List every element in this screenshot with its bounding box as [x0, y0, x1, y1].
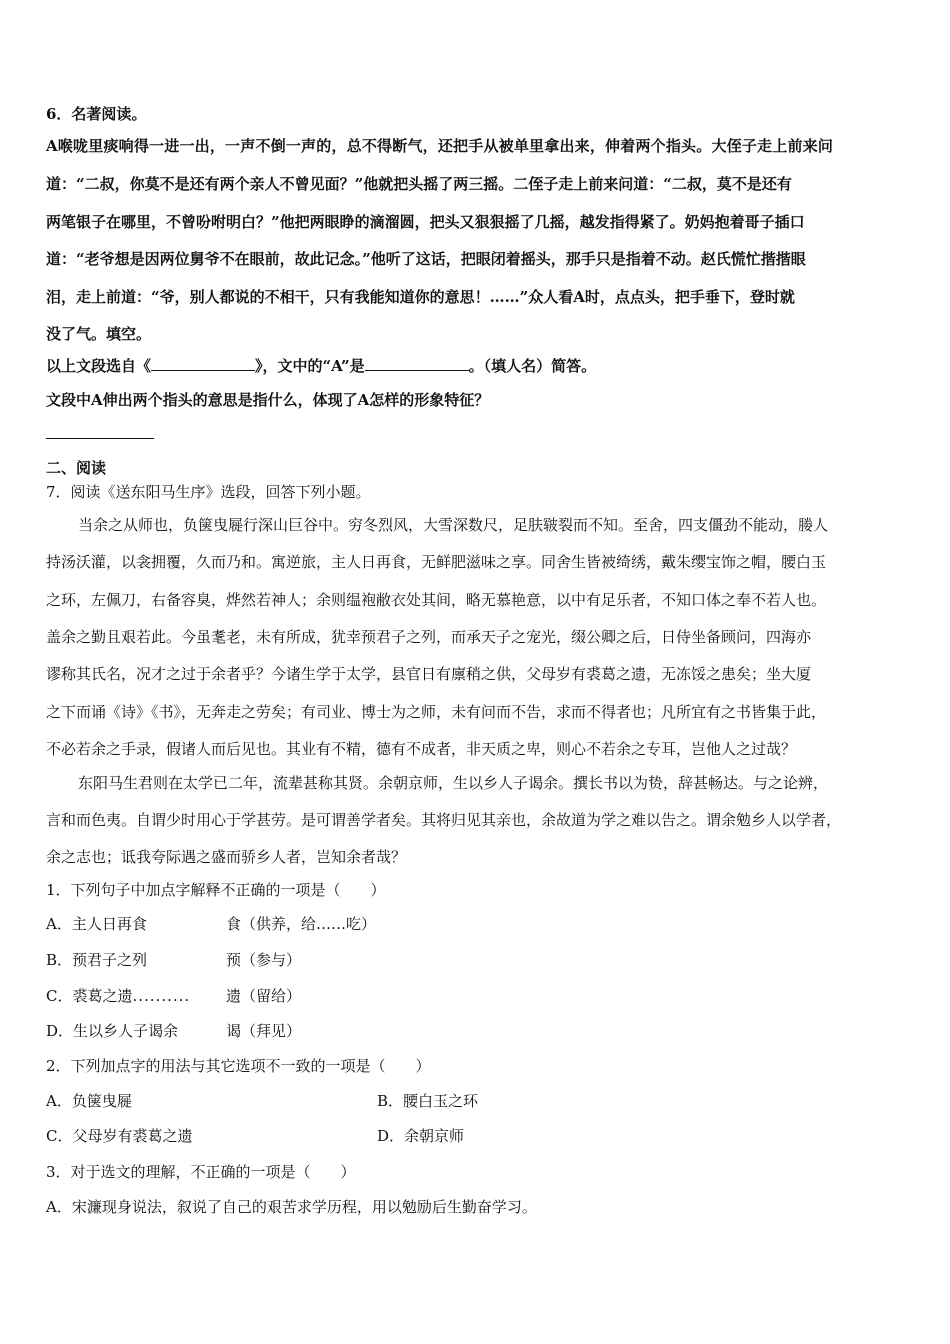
sub1-option-c-label: C．裘葛之遗 — [46, 987, 133, 1005]
q7-passage-line: 不必若余之手录，假诸人而后见也。其业有不精，德有不成者，非天质之卑，则心不若余之专耳，岂他人之过哉？ — [46, 740, 797, 758]
fill-text-b: 》，文中的“A”是 — [255, 357, 365, 375]
q7-passage-line: 之下而诵《诗》《书》，无奔走之劳矣；有司业、博士为之师，未有问而不告，求而不得者也；凡所宜有之书皆集于此， — [46, 703, 827, 721]
q7-passage-line: 当余之从师也，负箧曳屣行深山巨谷中。穷冬烈风，大雪深数尺，足肤皲裂而不知。至舍，四支僵劲不能动，媵人 — [78, 516, 829, 534]
q7-passage-line: 余之志也；诋我夸际遇之盛而骄乡人者，岂知余者哉？ — [46, 848, 407, 866]
sub1-gloss-c: 遗（留给） — [226, 987, 302, 1005]
emphasis-dots: .......... — [132, 987, 191, 1005]
sub1-gloss-d: 谒（拜见） — [226, 1022, 302, 1040]
q6-short-answer: 文段中A伸出两个指头的意思是指什么，体现了A怎样的形象特征？ — [46, 391, 490, 409]
sub2-option-c[interactable]: C．父母岁有裘葛之遗 — [46, 1127, 193, 1145]
sub2-option-d[interactable]: D．余朝京师 — [377, 1127, 465, 1145]
sub1-gloss-a: 食（供养，给……吃） — [226, 915, 377, 933]
fill-text-a: 以上文段选自《 — [46, 357, 152, 375]
q7-passage-line: 谬称其氏名，况才之过于余者乎？今诸生学于太学，县官日有廪稍之供，父母岁有裘葛之遗，无冻馁之患矣；坐大厦 — [46, 665, 812, 683]
sub3-option-a[interactable]: A．宋濂现身说法，叙说了自己的艰苦求学历程，用以勉励后生勤奋学习。 — [46, 1198, 537, 1216]
answer-line[interactable] — [46, 438, 154, 439]
q6-passage-line: A喉咙里痰响得一进一出，一声不倒一声的，总不得断气，还把手从被单里拿出来，伸着两个指头。大侄子走上前来问 — [46, 137, 834, 155]
sub1-option-d[interactable]: D．生以乡人子谒余 — [46, 1022, 179, 1040]
fill-text-c: 。（填人名）简答。 — [468, 357, 597, 375]
sub1-option-c[interactable] — [46, 986, 190, 1006]
section-heading: 二、阅读 — [46, 459, 107, 477]
q7-passage-line: 之环，左佩刀，右备容臭，烨然若神人；余则缊袍敝衣处其间，略无慕艳意，以中有足乐者，不知口体之奉不若人也。 — [46, 591, 827, 609]
sub3-stem: 3．对于选文的理解，不正确的一项是（ ） — [46, 1163, 356, 1181]
q6-title: 6．名著阅读。 — [46, 105, 147, 123]
q7-intro: 7．阅读《送东阳马生序》选段，回答下列小题。 — [46, 483, 371, 501]
q7-passage-line: 言和而色夷。自谓少时用心于学甚劳。是可谓善学者矣。其将归见其亲也，余故道为学之难以告之。谓余勉乡人以学者， — [46, 811, 842, 829]
q6-passage-line: 道：“二叔，你莫不是还有两个亲人不曾见面？”他就把头摇了两三摇。二侄子走上前来问道：“二叔，莫不是还有 — [46, 175, 792, 193]
q6-passage-line: 没了气。填空。 — [46, 325, 152, 343]
q7-passage-line: 盖余之勤且艰若此。今虽耄老，未有所成，犹幸预君子之列，而承天子之宠光，缀公卿之后，日侍坐备顾问，四海亦 — [46, 628, 812, 646]
sub1-gloss-b: 预（参与） — [226, 951, 302, 969]
book-title-blank[interactable] — [151, 356, 255, 371]
q7-passage-line: 持汤沃灌，以衾拥覆，久而乃和。寓逆旅，主人日再食，无鲜肥滋味之享。同舍生皆被绮绣，戴朱缨宝饰之帽，腰白玉 — [46, 553, 827, 571]
q6-passage-line: 两笔银子在哪里，不曾吩咐明白？”他把两眼睁的滴溜圆，把头又狠狠摇了几摇，越发指得紧了。奶妈抱着哥子插口 — [46, 213, 805, 231]
sub2-stem: 2．下列加点字的用法与其它选项不一致的一项是（ ） — [46, 1057, 431, 1075]
q6-passage-line: 泪，走上前道：“爷，别人都说的不相干，只有我能知道你的意思！……”众人看A时，点点头，把手垂下，登时就 — [46, 288, 795, 306]
sub2-option-b[interactable]: B．腰白玉之环 — [377, 1092, 479, 1110]
sub2-option-a[interactable]: A．负箧曳屣 — [46, 1092, 132, 1110]
person-name-blank[interactable] — [365, 356, 469, 371]
sub1-stem: 1．下列句子中加点字解释不正确的一项是（ ） — [46, 881, 386, 899]
sub1-option-b[interactable]: B．预君子之列 — [46, 951, 148, 969]
q7-passage-line: 东阳马生君则在太学已二年，流辈甚称其贤。余朝京师，生以乡人子谒余。撰长书以为贽，辞甚畅达。与之论辨， — [78, 774, 829, 792]
sub1-option-a[interactable]: A．主人日再食 — [46, 915, 147, 933]
q6-fill-in — [46, 356, 596, 376]
q6-passage-line: 道：“老爷想是因两位舅爷不在眼前，故此记念。”他听了这话，把眼闭着摇头，那手只是指着不动。赵氏慌忙揩揩眼 — [46, 250, 806, 268]
